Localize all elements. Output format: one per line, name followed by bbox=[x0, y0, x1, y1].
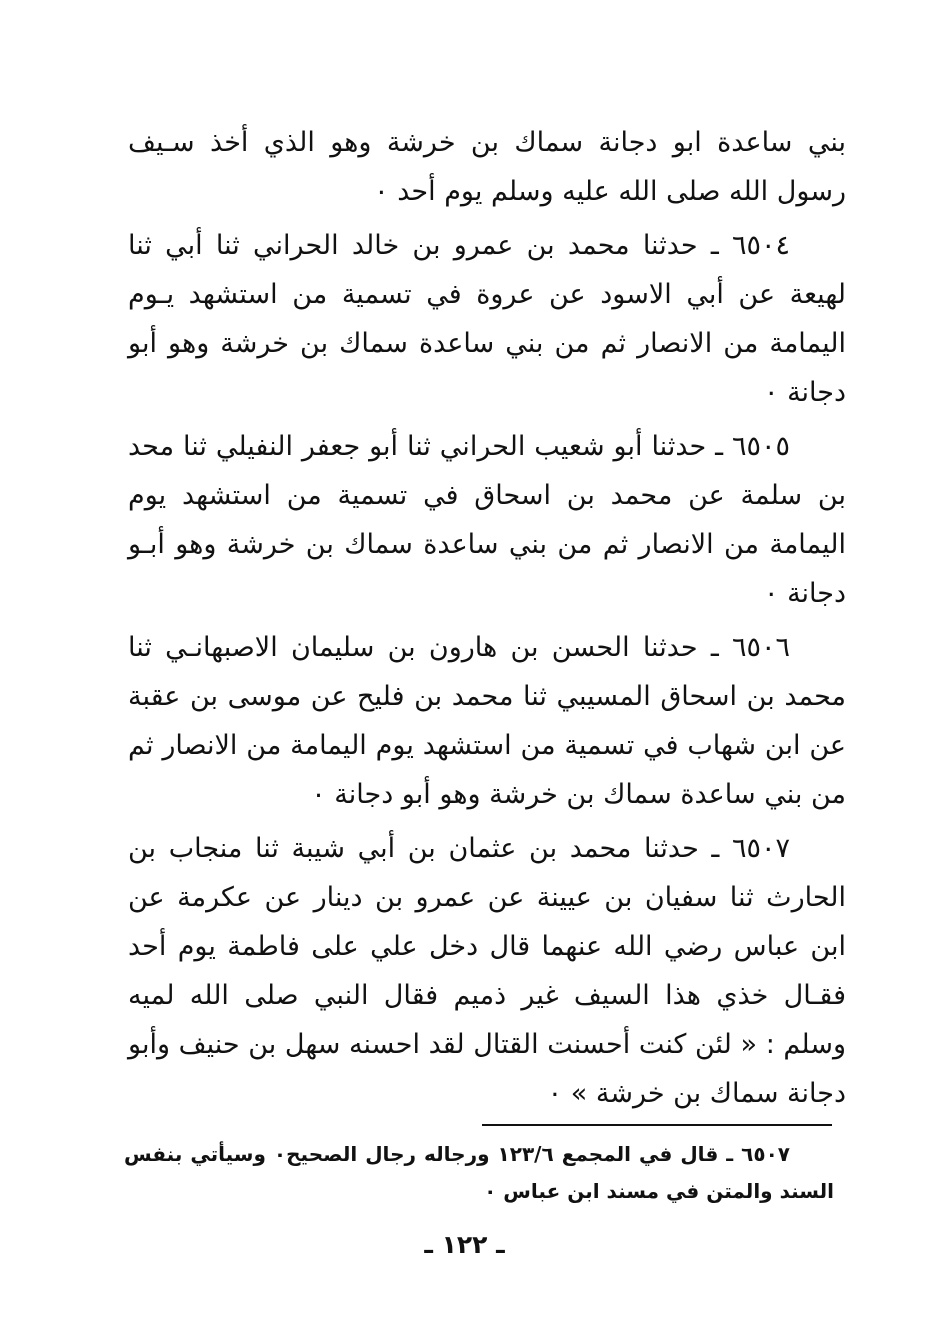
body-text bbox=[128, 118, 846, 1123]
paragraph-continuation: بني ساعدة ابو دجانة سماك بن خرشة وهو الذي أخذ سـيف رسول الله صلى الله عليه وسلم يوم أحد ٠ bbox=[128, 127, 846, 207]
footnote bbox=[124, 1136, 834, 1210]
footnote-text: ٦٥٠٧ ـ قال في المجمع ١٢٣/٦ ورجاله رجال الصحيح٠ وسيأتي بنفس السند والمتن في مسند ابن عباس ٠ bbox=[124, 1142, 834, 1203]
paragraph-6507: ٦٥٠٧ ـ حدثنا محمد بن عثمان بن أبي شيبة ثنا منجاب بن الحارث ثنا سفيان بن عيينة عن عمرو بن دينار عن عكرمة عن ابن عباس رضي الله عنهما قال دخل علي على فاطمة يوم أحد فقـال خذي هذا السيف غير ذميم فقال النبي صلى الله لميه وسلم : « لئن كنت أحسنت القتال لقد احسنه سهل بن حنيف وأبو دجانة سماك بن خرشة » ٠ bbox=[128, 833, 846, 1109]
paragraph-6506: ٦٥٠٦ ـ حدثنا الحسن بن هارون بن سليمان الاصبهانـي ثنا محمد بن اسحاق المسيبي ثنا محمد بن فليح عن موسى بن عقبة عن ابن شهاب في تسمية من استشهد يوم اليمامة من الانصار ثم من بني ساعدة سماك بن خرشة وهو أبو دجانة ٠ bbox=[128, 632, 846, 810]
paragraph-6505: ٦٥٠٥ ـ حدثنا أبو شعيب الحراني ثنا أبو جعفر النفيلي ثنا محد بن سلمة عن محمد بن اسحاق في تسمية من استشهد يوم اليمامة من الانصار ثم من بني ساعدة سماك بن خرشة وهو أبـو دجانة ٠ bbox=[128, 431, 846, 609]
page-number: ـ ١٢٢ ـ bbox=[424, 1230, 505, 1259]
paragraph-6504: ٦٥٠٤ ـ حدثنا محمد بن عمرو بن خالد الحراني ثنا أبي ثنا لهيعة عن أبي الاسود عن عروة في تسمية من استشهد يـوم اليمامة من الانصار ثم من بني ساعدة سماك بن خرشة وهو أبو دجانة ٠ bbox=[128, 230, 846, 408]
footnote-divider bbox=[482, 1124, 832, 1126]
